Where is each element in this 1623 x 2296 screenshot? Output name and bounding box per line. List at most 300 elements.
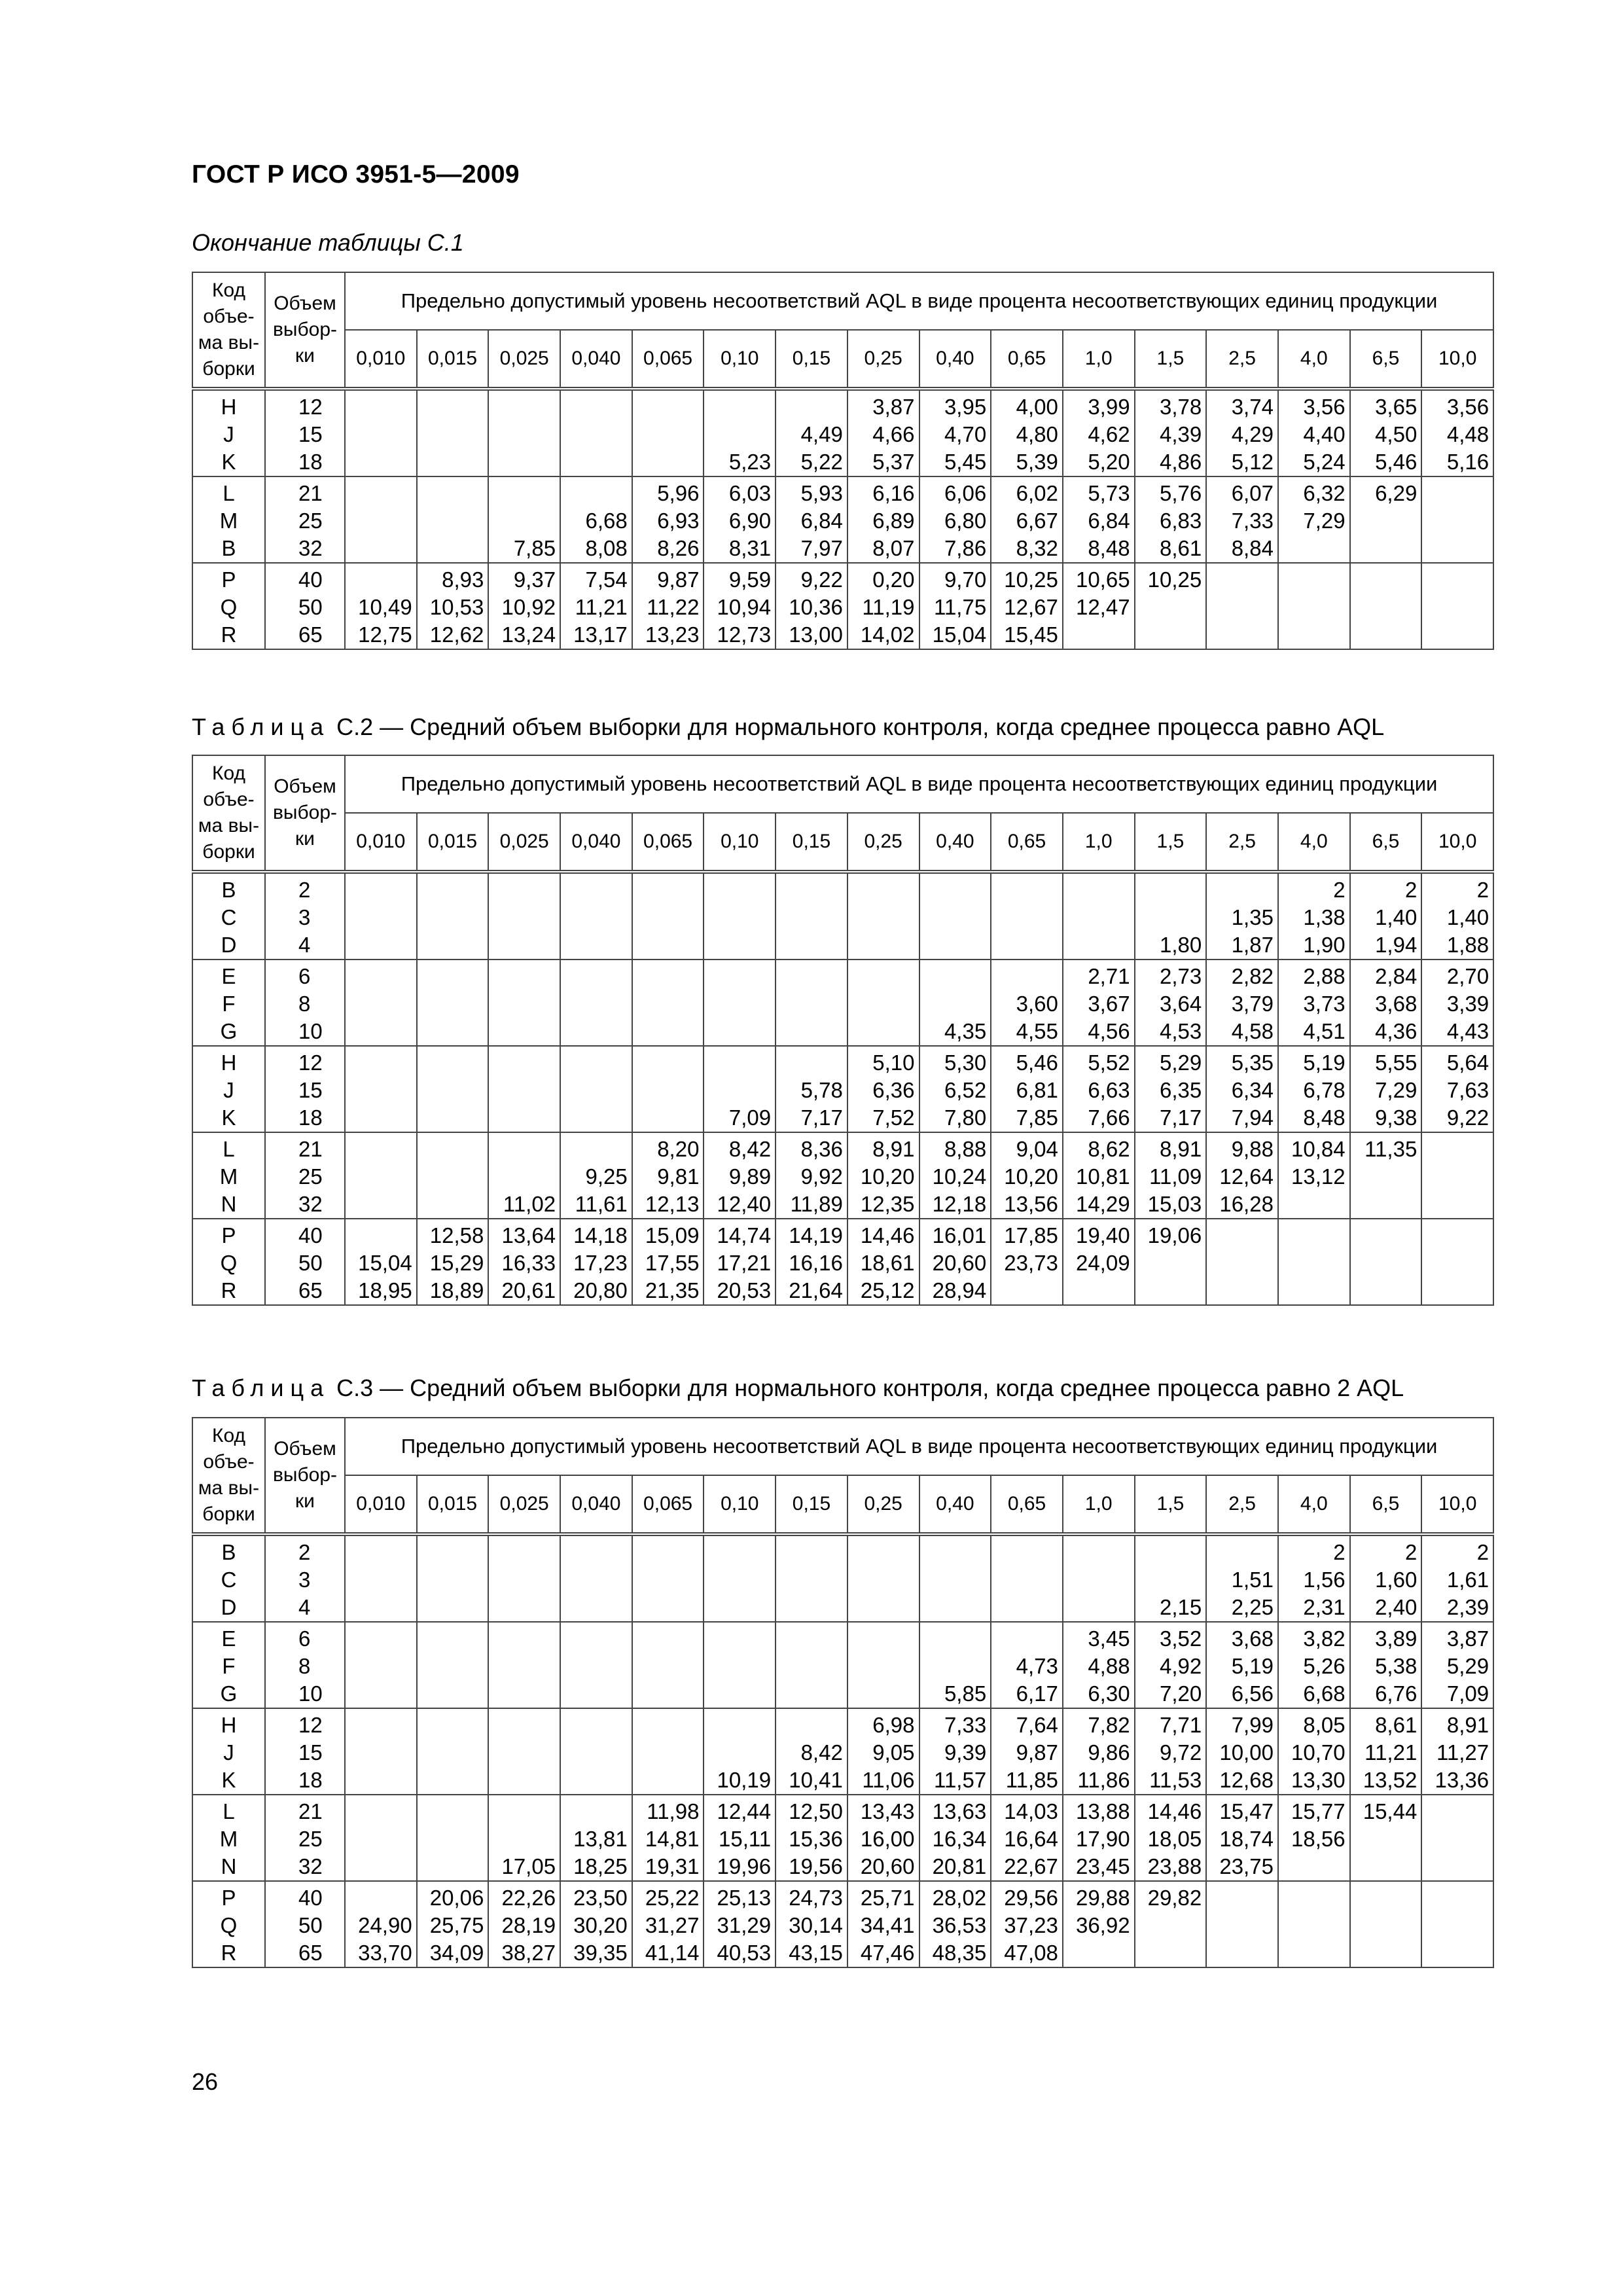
cell-value: 7,94 bbox=[1231, 1105, 1274, 1130]
cell-value bbox=[489, 448, 556, 476]
cell-value bbox=[489, 1539, 556, 1566]
code-letters-cell bbox=[192, 1622, 265, 1708]
cell-value: 7,29 bbox=[1375, 1078, 1418, 1102]
cell-value: 5,45 bbox=[944, 450, 987, 474]
value-cell bbox=[1135, 1046, 1207, 1132]
column-header-aql-level: 2,5 bbox=[1206, 813, 1278, 872]
value-cell bbox=[1206, 563, 1278, 649]
value-cell bbox=[776, 872, 847, 960]
cell-value bbox=[346, 1104, 412, 1132]
code-letters-cell bbox=[192, 872, 265, 960]
cell-value: 14,81 bbox=[645, 1827, 700, 1851]
cell-value bbox=[776, 990, 843, 1018]
value-cell bbox=[345, 1708, 417, 1795]
cell-value: 8,32 bbox=[1016, 536, 1058, 560]
cell-value: 21,35 bbox=[645, 1278, 700, 1302]
cell-value bbox=[418, 1539, 484, 1566]
cell-value: 48,35 bbox=[932, 1941, 987, 1965]
cell-value: 11,27 bbox=[1436, 1740, 1489, 1765]
cell-value bbox=[633, 393, 700, 421]
sample-size-value: 10 bbox=[298, 1681, 323, 1706]
cell-value: 7,33 bbox=[944, 1713, 987, 1737]
code-letter: C bbox=[221, 1568, 237, 1592]
cell-value: 6,35 bbox=[1160, 1078, 1202, 1102]
cell-value: 8,61 bbox=[1375, 1713, 1418, 1737]
cell-value bbox=[346, 1566, 412, 1594]
value-cell bbox=[919, 389, 991, 476]
cell-value bbox=[1422, 480, 1489, 507]
cell-value: 22,26 bbox=[501, 1886, 556, 1910]
value-cell bbox=[1206, 1219, 1278, 1305]
cell-value: 14,46 bbox=[860, 1223, 915, 1247]
value-cell bbox=[919, 1534, 991, 1622]
value-cell bbox=[345, 1132, 417, 1219]
value-cell bbox=[1135, 1708, 1207, 1795]
cell-value bbox=[920, 876, 987, 904]
cell-value bbox=[418, 1798, 484, 1825]
code-letter: D bbox=[221, 933, 237, 957]
cell-value bbox=[489, 876, 556, 904]
cell-value: 5,93 bbox=[800, 481, 843, 505]
cell-value bbox=[1422, 1277, 1489, 1304]
value-cell bbox=[345, 563, 417, 649]
value-cell bbox=[1350, 563, 1422, 649]
value-cell bbox=[1278, 389, 1350, 476]
cell-value: 8,07 bbox=[872, 536, 915, 560]
column-header-aql-level: 0,40 bbox=[919, 1475, 991, 1534]
cell-value: 14,29 bbox=[1075, 1192, 1130, 1216]
value-cell bbox=[847, 389, 919, 476]
cell-value: 12,47 bbox=[1075, 595, 1130, 619]
value-cell bbox=[345, 1622, 417, 1708]
value-cell bbox=[1135, 563, 1207, 649]
sample-size-value: 21 bbox=[298, 481, 323, 505]
value-cell bbox=[417, 1622, 489, 1708]
sample-size-cell bbox=[265, 389, 345, 476]
sample-size-value: 3 bbox=[298, 1568, 311, 1592]
cell-value bbox=[1279, 535, 1346, 562]
cell-value: 22,67 bbox=[1004, 1854, 1058, 1878]
table-c2-caption-prefix: Таблица bbox=[192, 713, 330, 740]
cell-value bbox=[346, 1163, 412, 1191]
cell-value bbox=[1207, 1884, 1274, 1912]
cell-value bbox=[561, 1018, 628, 1045]
cell-value: 11,21 bbox=[1364, 1740, 1418, 1765]
cell-value: 4,48 bbox=[1446, 422, 1489, 446]
cell-value: 3,65 bbox=[1375, 395, 1418, 419]
cell-value: 3,78 bbox=[1160, 395, 1202, 419]
value-cell bbox=[1350, 872, 1422, 960]
cell-value: 7,71 bbox=[1160, 1713, 1202, 1737]
cell-value: 9,22 bbox=[800, 567, 843, 592]
cell-value: 11,06 bbox=[862, 1768, 915, 1792]
cell-value bbox=[489, 1104, 556, 1132]
cell-value: 11,35 bbox=[1364, 1137, 1418, 1161]
cell-value: 2,70 bbox=[1446, 964, 1489, 988]
cell-value bbox=[1207, 1249, 1274, 1277]
cell-value: 7,97 bbox=[800, 536, 843, 560]
table-c3-caption-prefix: Таблица bbox=[192, 1374, 330, 1401]
cell-value bbox=[776, 904, 843, 931]
value-cell bbox=[560, 1534, 632, 1622]
value-cell bbox=[776, 1881, 847, 1967]
cell-value bbox=[1279, 1853, 1346, 1880]
value-cell bbox=[345, 1795, 417, 1881]
cell-value bbox=[418, 904, 484, 931]
cell-value: 14,19 bbox=[789, 1223, 843, 1247]
cell-value bbox=[346, 904, 412, 931]
cell-value: 8,91 bbox=[1160, 1137, 1202, 1161]
cell-value: 8,08 bbox=[585, 536, 628, 560]
code-letter: F bbox=[222, 1654, 236, 1678]
code-letter: E bbox=[221, 1626, 236, 1651]
cell-value: 1,60 bbox=[1375, 1568, 1418, 1592]
cell-value: 15,45 bbox=[1004, 622, 1058, 647]
value-cell bbox=[1063, 872, 1135, 960]
column-header-aql-level: 0,40 bbox=[919, 813, 991, 872]
cell-value bbox=[418, 931, 484, 959]
sample-size-value: 50 bbox=[298, 1913, 323, 1937]
column-header-aql-level: 2,5 bbox=[1206, 330, 1278, 389]
cell-value bbox=[1135, 1939, 1202, 1967]
cell-value bbox=[1422, 1884, 1489, 1912]
cell-value bbox=[776, 393, 843, 421]
cell-value: 7,33 bbox=[1231, 509, 1274, 533]
value-cell bbox=[560, 960, 632, 1046]
cell-value: 13,24 bbox=[501, 622, 556, 647]
value-cell bbox=[632, 1534, 704, 1622]
cell-value: 9,89 bbox=[728, 1164, 772, 1189]
cell-value: 2 bbox=[1476, 878, 1489, 902]
sample-size-cell bbox=[265, 1046, 345, 1132]
cell-value: 11,85 bbox=[1005, 1768, 1058, 1792]
cell-value: 25,13 bbox=[717, 1886, 772, 1910]
cell-value: 3,74 bbox=[1231, 395, 1274, 419]
value-cell bbox=[847, 960, 919, 1046]
column-header-aql-level: 0,25 bbox=[847, 1475, 919, 1534]
cell-value: 2,25 bbox=[1231, 1595, 1274, 1619]
cell-value: 3,82 bbox=[1303, 1626, 1346, 1651]
value-cell bbox=[632, 1046, 704, 1132]
cell-value: 3,79 bbox=[1231, 992, 1274, 1016]
cell-value bbox=[1351, 1222, 1418, 1249]
cell-value: 4,39 bbox=[1160, 422, 1202, 446]
cell-value: 2 bbox=[1333, 878, 1346, 902]
cell-value: 12,50 bbox=[789, 1799, 843, 1823]
sample-size-cell bbox=[265, 1132, 345, 1219]
cell-value bbox=[489, 1566, 556, 1594]
cell-value: 7,66 bbox=[1088, 1105, 1130, 1130]
value-cell bbox=[1278, 872, 1350, 960]
cell-value: 13,00 bbox=[789, 622, 843, 647]
column-header-aql-level: 1,5 bbox=[1135, 813, 1207, 872]
column-header-aql-level: 2,5 bbox=[1206, 1475, 1278, 1534]
value-cell bbox=[1063, 1132, 1135, 1219]
cell-value bbox=[633, 1680, 700, 1708]
cell-value: 9,87 bbox=[657, 567, 700, 592]
column-header-aql-level: 0,015 bbox=[417, 813, 489, 872]
cell-value: 10,70 bbox=[1291, 1740, 1346, 1765]
value-cell bbox=[1421, 476, 1493, 563]
table-row bbox=[192, 1622, 1493, 1708]
cell-value: 5,76 bbox=[1160, 481, 1202, 505]
cell-value bbox=[991, 1625, 1058, 1653]
cell-value: 2,82 bbox=[1231, 964, 1274, 988]
cell-value bbox=[1207, 1539, 1274, 1566]
cell-value bbox=[1135, 1566, 1202, 1594]
sample-size-value: 12 bbox=[298, 395, 323, 419]
sample-size-value: 8 bbox=[298, 992, 311, 1016]
code-letter: R bbox=[221, 1941, 237, 1965]
cell-value: 5,26 bbox=[1303, 1654, 1346, 1678]
cell-value bbox=[1279, 1222, 1346, 1249]
cell-value: 3,99 bbox=[1088, 395, 1130, 419]
table-c2-caption-text: С.2 — Средний объем выборки для нормального контроля, когда среднее процесса равно AQL bbox=[330, 713, 1385, 740]
cell-value: 15,29 bbox=[429, 1251, 484, 1275]
cell-value bbox=[848, 1018, 915, 1045]
cell-value: 40,53 bbox=[717, 1941, 772, 1965]
page-number: 26 bbox=[192, 2068, 219, 2095]
cell-value bbox=[346, 1136, 412, 1163]
cell-value bbox=[1063, 621, 1130, 649]
cell-value: 13,88 bbox=[1075, 1799, 1130, 1823]
cell-value: 4,86 bbox=[1160, 450, 1202, 474]
value-cell bbox=[417, 1132, 489, 1219]
value-cell bbox=[704, 389, 776, 476]
cell-value: 7,85 bbox=[513, 536, 556, 560]
table-row bbox=[192, 1708, 1493, 1795]
cell-value: 7,17 bbox=[1160, 1105, 1202, 1130]
cell-value: 38,27 bbox=[501, 1941, 556, 1965]
cell-value: 18,56 bbox=[1291, 1827, 1346, 1851]
value-cell bbox=[1063, 960, 1135, 1046]
value-cell bbox=[560, 1708, 632, 1795]
cell-value bbox=[1351, 1912, 1418, 1939]
column-header-aql-level: 0,15 bbox=[776, 1475, 847, 1534]
column-header-sample-size: Объем выбор- ки bbox=[265, 272, 345, 389]
value-cell bbox=[345, 1534, 417, 1622]
value-cell bbox=[704, 1622, 776, 1708]
value-cell bbox=[919, 960, 991, 1046]
cell-value bbox=[1279, 1191, 1346, 1218]
sample-size-value: 40 bbox=[298, 1886, 323, 1910]
cell-value: 43,15 bbox=[789, 1941, 843, 1965]
cell-value: 2,88 bbox=[1303, 964, 1346, 988]
cell-value: 3,56 bbox=[1446, 395, 1489, 419]
value-cell bbox=[488, 389, 560, 476]
cell-value bbox=[1351, 1191, 1418, 1218]
cell-value bbox=[704, 1653, 771, 1680]
cell-value: 4,70 bbox=[944, 422, 987, 446]
cell-value: 7,86 bbox=[944, 536, 987, 560]
cell-value: 7,17 bbox=[800, 1105, 843, 1130]
cell-value: 47,46 bbox=[860, 1941, 915, 1965]
cell-value bbox=[1422, 1191, 1489, 1218]
cell-value: 12,18 bbox=[932, 1192, 987, 1216]
code-letters-cell bbox=[192, 476, 265, 563]
cell-value: 2,39 bbox=[1446, 1595, 1489, 1619]
cell-value: 13,17 bbox=[573, 622, 628, 647]
cell-value bbox=[1351, 1853, 1418, 1880]
cell-value: 11,98 bbox=[647, 1799, 700, 1823]
cell-value: 47,08 bbox=[1004, 1941, 1058, 1965]
column-header-code: Код объе- ма вы- борки bbox=[192, 755, 265, 872]
value-cell bbox=[345, 1219, 417, 1305]
sample-size-value: 10 bbox=[298, 1019, 323, 1043]
cell-value: 7,99 bbox=[1231, 1713, 1274, 1737]
cell-value: 5,20 bbox=[1088, 450, 1130, 474]
table-c3-caption-text: С.3 — Средний объем выборки для нормального контроля, когда среднее процесса равно 2 AQL bbox=[330, 1374, 1404, 1401]
value-cell bbox=[345, 476, 417, 563]
cell-value bbox=[489, 1049, 556, 1077]
cell-value: 36,92 bbox=[1075, 1913, 1130, 1937]
value-cell bbox=[704, 1708, 776, 1795]
value-cell bbox=[560, 1881, 632, 1967]
code-letters-cell bbox=[192, 1534, 265, 1622]
cell-value bbox=[489, 1163, 556, 1191]
cell-value: 20,80 bbox=[573, 1278, 628, 1302]
value-cell bbox=[488, 476, 560, 563]
value-cell bbox=[847, 1622, 919, 1708]
cell-value: 5,22 bbox=[800, 450, 843, 474]
value-cell bbox=[1278, 1219, 1350, 1305]
table-c2-caption bbox=[192, 713, 1384, 741]
cell-value: 5,85 bbox=[944, 1681, 987, 1706]
cell-value bbox=[346, 1049, 412, 1077]
cell-value bbox=[991, 1277, 1058, 1304]
value-cell bbox=[919, 1881, 991, 1967]
cell-value bbox=[346, 393, 412, 421]
cell-value: 18,74 bbox=[1219, 1827, 1274, 1851]
value-cell bbox=[991, 960, 1063, 1046]
cell-value bbox=[561, 1594, 628, 1621]
column-header-aql-level: 10,0 bbox=[1421, 330, 1493, 389]
cell-value bbox=[704, 1018, 771, 1045]
cell-value: 12,73 bbox=[717, 622, 772, 647]
cell-value bbox=[1351, 566, 1418, 594]
cell-value: 8,36 bbox=[800, 1137, 843, 1161]
value-cell bbox=[560, 1132, 632, 1219]
cell-value bbox=[418, 1191, 484, 1218]
cell-value: 10,41 bbox=[789, 1768, 843, 1792]
cell-value bbox=[776, 1018, 843, 1045]
cell-value: 9,59 bbox=[728, 567, 772, 592]
cell-value bbox=[489, 963, 556, 990]
cell-value: 1,51 bbox=[1231, 1568, 1274, 1592]
cell-value: 2,73 bbox=[1160, 964, 1202, 988]
code-letters-cell bbox=[192, 1219, 265, 1305]
value-cell bbox=[991, 1795, 1063, 1881]
cell-value bbox=[561, 876, 628, 904]
cell-value: 10,24 bbox=[932, 1164, 987, 1189]
cell-value bbox=[1422, 1222, 1489, 1249]
cell-value bbox=[1422, 1249, 1489, 1277]
sample-size-cell bbox=[265, 476, 345, 563]
cell-value bbox=[1351, 1884, 1418, 1912]
column-header-aql-level: 10,0 bbox=[1421, 813, 1493, 872]
value-cell bbox=[1278, 563, 1350, 649]
cell-value: 6,67 bbox=[1016, 509, 1058, 533]
value-cell bbox=[1063, 1219, 1135, 1305]
cell-value: 5,55 bbox=[1375, 1050, 1418, 1075]
value-cell bbox=[1063, 1046, 1135, 1132]
value-cell bbox=[1350, 389, 1422, 476]
cell-value bbox=[418, 1825, 484, 1853]
cell-value bbox=[1207, 1912, 1274, 1939]
column-header-aql-level: 4,0 bbox=[1278, 813, 1350, 872]
cell-value bbox=[848, 1594, 915, 1621]
cell-value: 8,42 bbox=[800, 1740, 843, 1765]
column-header-aql: Предельно допустимый уровень несоответствий AQL в виде процента несоответствующих единиц продукции bbox=[345, 272, 1493, 330]
value-cell bbox=[417, 960, 489, 1046]
cell-value: 6,84 bbox=[1088, 509, 1130, 533]
sample-size-value: 15 bbox=[298, 422, 323, 446]
cell-value: 7,52 bbox=[872, 1105, 915, 1130]
value-cell bbox=[488, 563, 560, 649]
cell-value: 3,52 bbox=[1160, 1626, 1202, 1651]
value-cell bbox=[632, 389, 704, 476]
cell-value: 4,50 bbox=[1375, 422, 1418, 446]
cell-value: 14,74 bbox=[717, 1223, 772, 1247]
value-cell bbox=[991, 1219, 1063, 1305]
cell-value bbox=[346, 1853, 412, 1880]
sample-size-value: 21 bbox=[298, 1137, 323, 1161]
cell-value: 11,22 bbox=[647, 595, 700, 619]
cell-value bbox=[346, 1222, 412, 1249]
cell-value: 19,31 bbox=[645, 1854, 700, 1878]
cell-value: 17,23 bbox=[573, 1251, 628, 1275]
cell-value bbox=[418, 393, 484, 421]
column-header-aql-level: 10,0 bbox=[1421, 1475, 1493, 1534]
column-header-aql-level: 0,010 bbox=[345, 1475, 417, 1534]
code-letter: R bbox=[221, 622, 237, 647]
value-cell bbox=[1135, 1219, 1207, 1305]
code-letter: L bbox=[223, 1799, 235, 1823]
value-cell bbox=[1421, 1622, 1493, 1708]
value-cell bbox=[847, 1219, 919, 1305]
column-header-aql-level: 4,0 bbox=[1278, 1475, 1350, 1534]
cell-value bbox=[418, 421, 484, 448]
column-header-aql-level: 0,065 bbox=[632, 1475, 704, 1534]
cell-value bbox=[561, 1049, 628, 1077]
column-header-aql-level: 0,25 bbox=[847, 813, 919, 872]
cell-value bbox=[346, 1625, 412, 1653]
cell-value: 5,37 bbox=[872, 450, 915, 474]
cell-value bbox=[1422, 1136, 1489, 1163]
cell-value: 9,88 bbox=[1231, 1137, 1274, 1161]
code-letter: E bbox=[221, 964, 236, 988]
cell-value bbox=[1279, 1912, 1346, 1939]
cell-value: 13,36 bbox=[1435, 1768, 1489, 1792]
cell-value: 1,40 bbox=[1446, 905, 1489, 929]
cell-value: 4,43 bbox=[1446, 1019, 1489, 1043]
value-cell bbox=[1350, 1795, 1422, 1881]
cell-value: 7,82 bbox=[1088, 1713, 1130, 1737]
cell-value bbox=[1279, 594, 1346, 621]
cell-value: 36,53 bbox=[932, 1913, 987, 1937]
cell-value: 5,96 bbox=[657, 481, 700, 505]
cell-value: 8,91 bbox=[872, 1137, 915, 1161]
column-header-aql-level: 0,010 bbox=[345, 813, 417, 872]
cell-value bbox=[418, 507, 484, 535]
cell-value bbox=[418, 1767, 484, 1794]
value-cell bbox=[1278, 960, 1350, 1046]
cell-value: 4,73 bbox=[1016, 1654, 1058, 1678]
value-cell bbox=[1278, 1622, 1350, 1708]
value-cell bbox=[1063, 1881, 1135, 1967]
value-cell bbox=[560, 476, 632, 563]
cell-value: 2,84 bbox=[1375, 964, 1418, 988]
